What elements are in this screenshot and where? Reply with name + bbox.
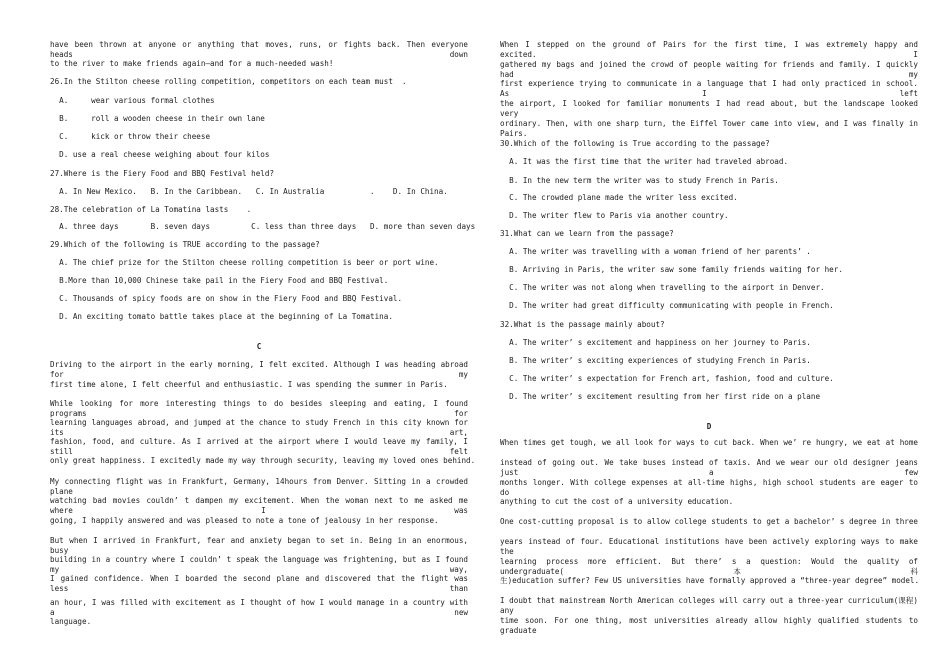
text-line: D. use a real cheese weighing about four kilos (50, 150, 270, 159)
text-line: C. kick or throw their cheese (50, 132, 211, 141)
text-line: anything to cut the cost of a university education. (500, 497, 734, 506)
text-line: first time alone, I felt cheerful and enthusiastic. I was spending the summer in Paris. (50, 380, 448, 389)
text-line: have been thrown at anyone or anything that moves, runs, or fights back. Then everyone heads down (50, 40, 468, 59)
text-line: A. The chief prize for the Stilton cheese rolling competition is beer or port wine. (50, 258, 439, 267)
text-line: the airport, I looked for familiar monuments I had read about, but the landscape looked very (500, 99, 918, 118)
text-line: learning languages abroad, and jumped at the chance to study French in this city known for its art, (50, 418, 468, 437)
text-line: I gained confidence. When I boarded the second plane and discovered that the flight was less than (50, 574, 468, 593)
text-line: B. roll a wooden cheese in their own lane (50, 114, 265, 123)
text-line: C. The writer’ s expectation for French art, fashion, food and culture. (500, 374, 834, 383)
text-line: 28.The celebration of La Tomatina lasts . (50, 205, 252, 214)
text-line: B.More than 10,000 Chinese take pail in the Fiery Food and BBQ Festival. (50, 276, 389, 285)
text-line: ordinary. Then, with one sharp turn, the Eiffel Tower came into view, and I was finally in Pairs. (500, 119, 918, 138)
text-line: D. The writer flew to Paris via another country. (500, 211, 729, 220)
text-line: 31.What can we learn from the passage? (500, 229, 674, 238)
text-line: fashion, food, and culture. As I arrived at the airport where I would leave my family, I still felt (50, 437, 468, 456)
text-line: But when I arrived in Frankfurt, fear and anxiety began to set in. Being in an enormous, busy (50, 536, 468, 555)
section-heading: C (256, 342, 262, 351)
text-line: 生)education suffer? Few US universities have formally approved a “three-year degree” model. (500, 576, 920, 585)
text-line: first experience trying to communicate in a language that I had only practiced in school. As I left (500, 79, 918, 98)
text-line: time soon. For one thing, most universities already allow highly qualified students to graduate (500, 616, 918, 635)
text-line: A. The writer was travelling with a woman friend of her parents’ . (500, 247, 811, 256)
text-line: 32.What is the passage mainly about? (500, 320, 665, 329)
text-line: B. The writer’ s exciting experiences of studying French in Paris. (500, 356, 811, 365)
text-line: 29.Which of the following is TRUE according to the passage? (50, 240, 320, 249)
text-line: A. three days B. seven days C. less than three days D. more than seven days (50, 222, 476, 231)
text-line: One cost-cutting proposal is to allow college students to get a bachelor’ s degree in three (500, 517, 918, 526)
text-line: learning process more efficient. But there’ s a question: Would the quality of undergraduate(本科 (500, 557, 918, 576)
text-line: D. The writer’ s excitement resulting from her first ride on a plane (500, 392, 821, 401)
text-line: When times get tough, we all look for ways to cut back. When we’ re hungry, we eat at home (500, 438, 918, 447)
text-line: instead of going out. We take buses instead of taxis. And we wear our old designer jeans just a few (500, 458, 918, 477)
text-line: C. The crowded plane made the writer less excited. (500, 193, 738, 202)
text-line: When I stepped on the ground of Pairs for the first time, I was extremely happy and excited. I (500, 40, 918, 59)
text-line: to the river to make friends again—and for a much-needed wash! (50, 59, 334, 68)
text-line: 27.Where is the Fiery Food and BBQ Festival held? (50, 169, 275, 178)
text-line: years instead of four. Educational institutions have been actively exploring ways to make the (500, 537, 918, 556)
text-line: building in a country where I couldn’ t speak the language was frightening, but as I found my way, (50, 555, 468, 574)
text-line: Driving to the airport in the early morning, I felt excited. Although I was heading abroad for my (50, 360, 468, 379)
text-line: While looking for more interesting things to do besides sleeping and eating, I found programs for (50, 399, 468, 418)
text-line: C. The writer was not along when travelling to the airport in Denver. (500, 283, 825, 292)
text-line: A. wear various formal clothes (50, 96, 215, 105)
text-line: A. The writer’ s excitement and happiness on her journey to Paris. (500, 338, 811, 347)
text-line: B. Arriving in Paris, the writer saw some family friends waiting for her. (500, 265, 843, 274)
text-line: language. (50, 617, 92, 626)
text-line: B. In the new term the writer was to study French in Paris. (500, 176, 779, 185)
text-line: 30.Which of the following is True according to the passage? (500, 139, 770, 148)
text-line: My connecting flight was in Frankfurt, Germany, 14hours from Denver. Sitting in a crowded plane (50, 477, 468, 496)
text-line: A. It was the first time that the writer had traveled abroad. (500, 157, 789, 166)
text-line: going, I happily answered and was pleased to note a tone of jealousy in her response. (50, 516, 439, 525)
text-line: only great happiness. I excitedly made my way through security, leaving my loved ones behind. (50, 456, 476, 465)
text-line: 26.In the Stilton cheese rolling competition, competitors on each team must . (50, 77, 407, 86)
text-line: D. An exciting tomato battle takes place at the beginning of La Tomatina. (50, 312, 393, 321)
text-line: D. The writer had great difficulty communicating with people in French. (500, 301, 834, 310)
text-line: watching bad movies couldn’ t dampen my excitement. When the woman next to me asked me where I was (50, 496, 468, 515)
text-line: an hour, I was filled with excitement as I thought of how I would manage in a country with a new (50, 598, 468, 617)
text-line: C. Thousands of spicy foods are on show in the Fiery Food and BBQ Festival. (50, 294, 403, 303)
text-line: gathered my bags and joined the crowd of people waiting for friends and family. I quickly had my (500, 60, 918, 79)
text-line: months longer. With college expenses at all-time highs, high school students are eager to do (500, 478, 918, 497)
text-line: I doubt that mainstream North American colleges will carry out a three-year curriculum(课程) any (500, 596, 918, 615)
text-line: A. In New Mexico. B. In the Caribbean. C. In Australia . D. In China. (50, 187, 448, 196)
section-heading: D (706, 422, 712, 431)
